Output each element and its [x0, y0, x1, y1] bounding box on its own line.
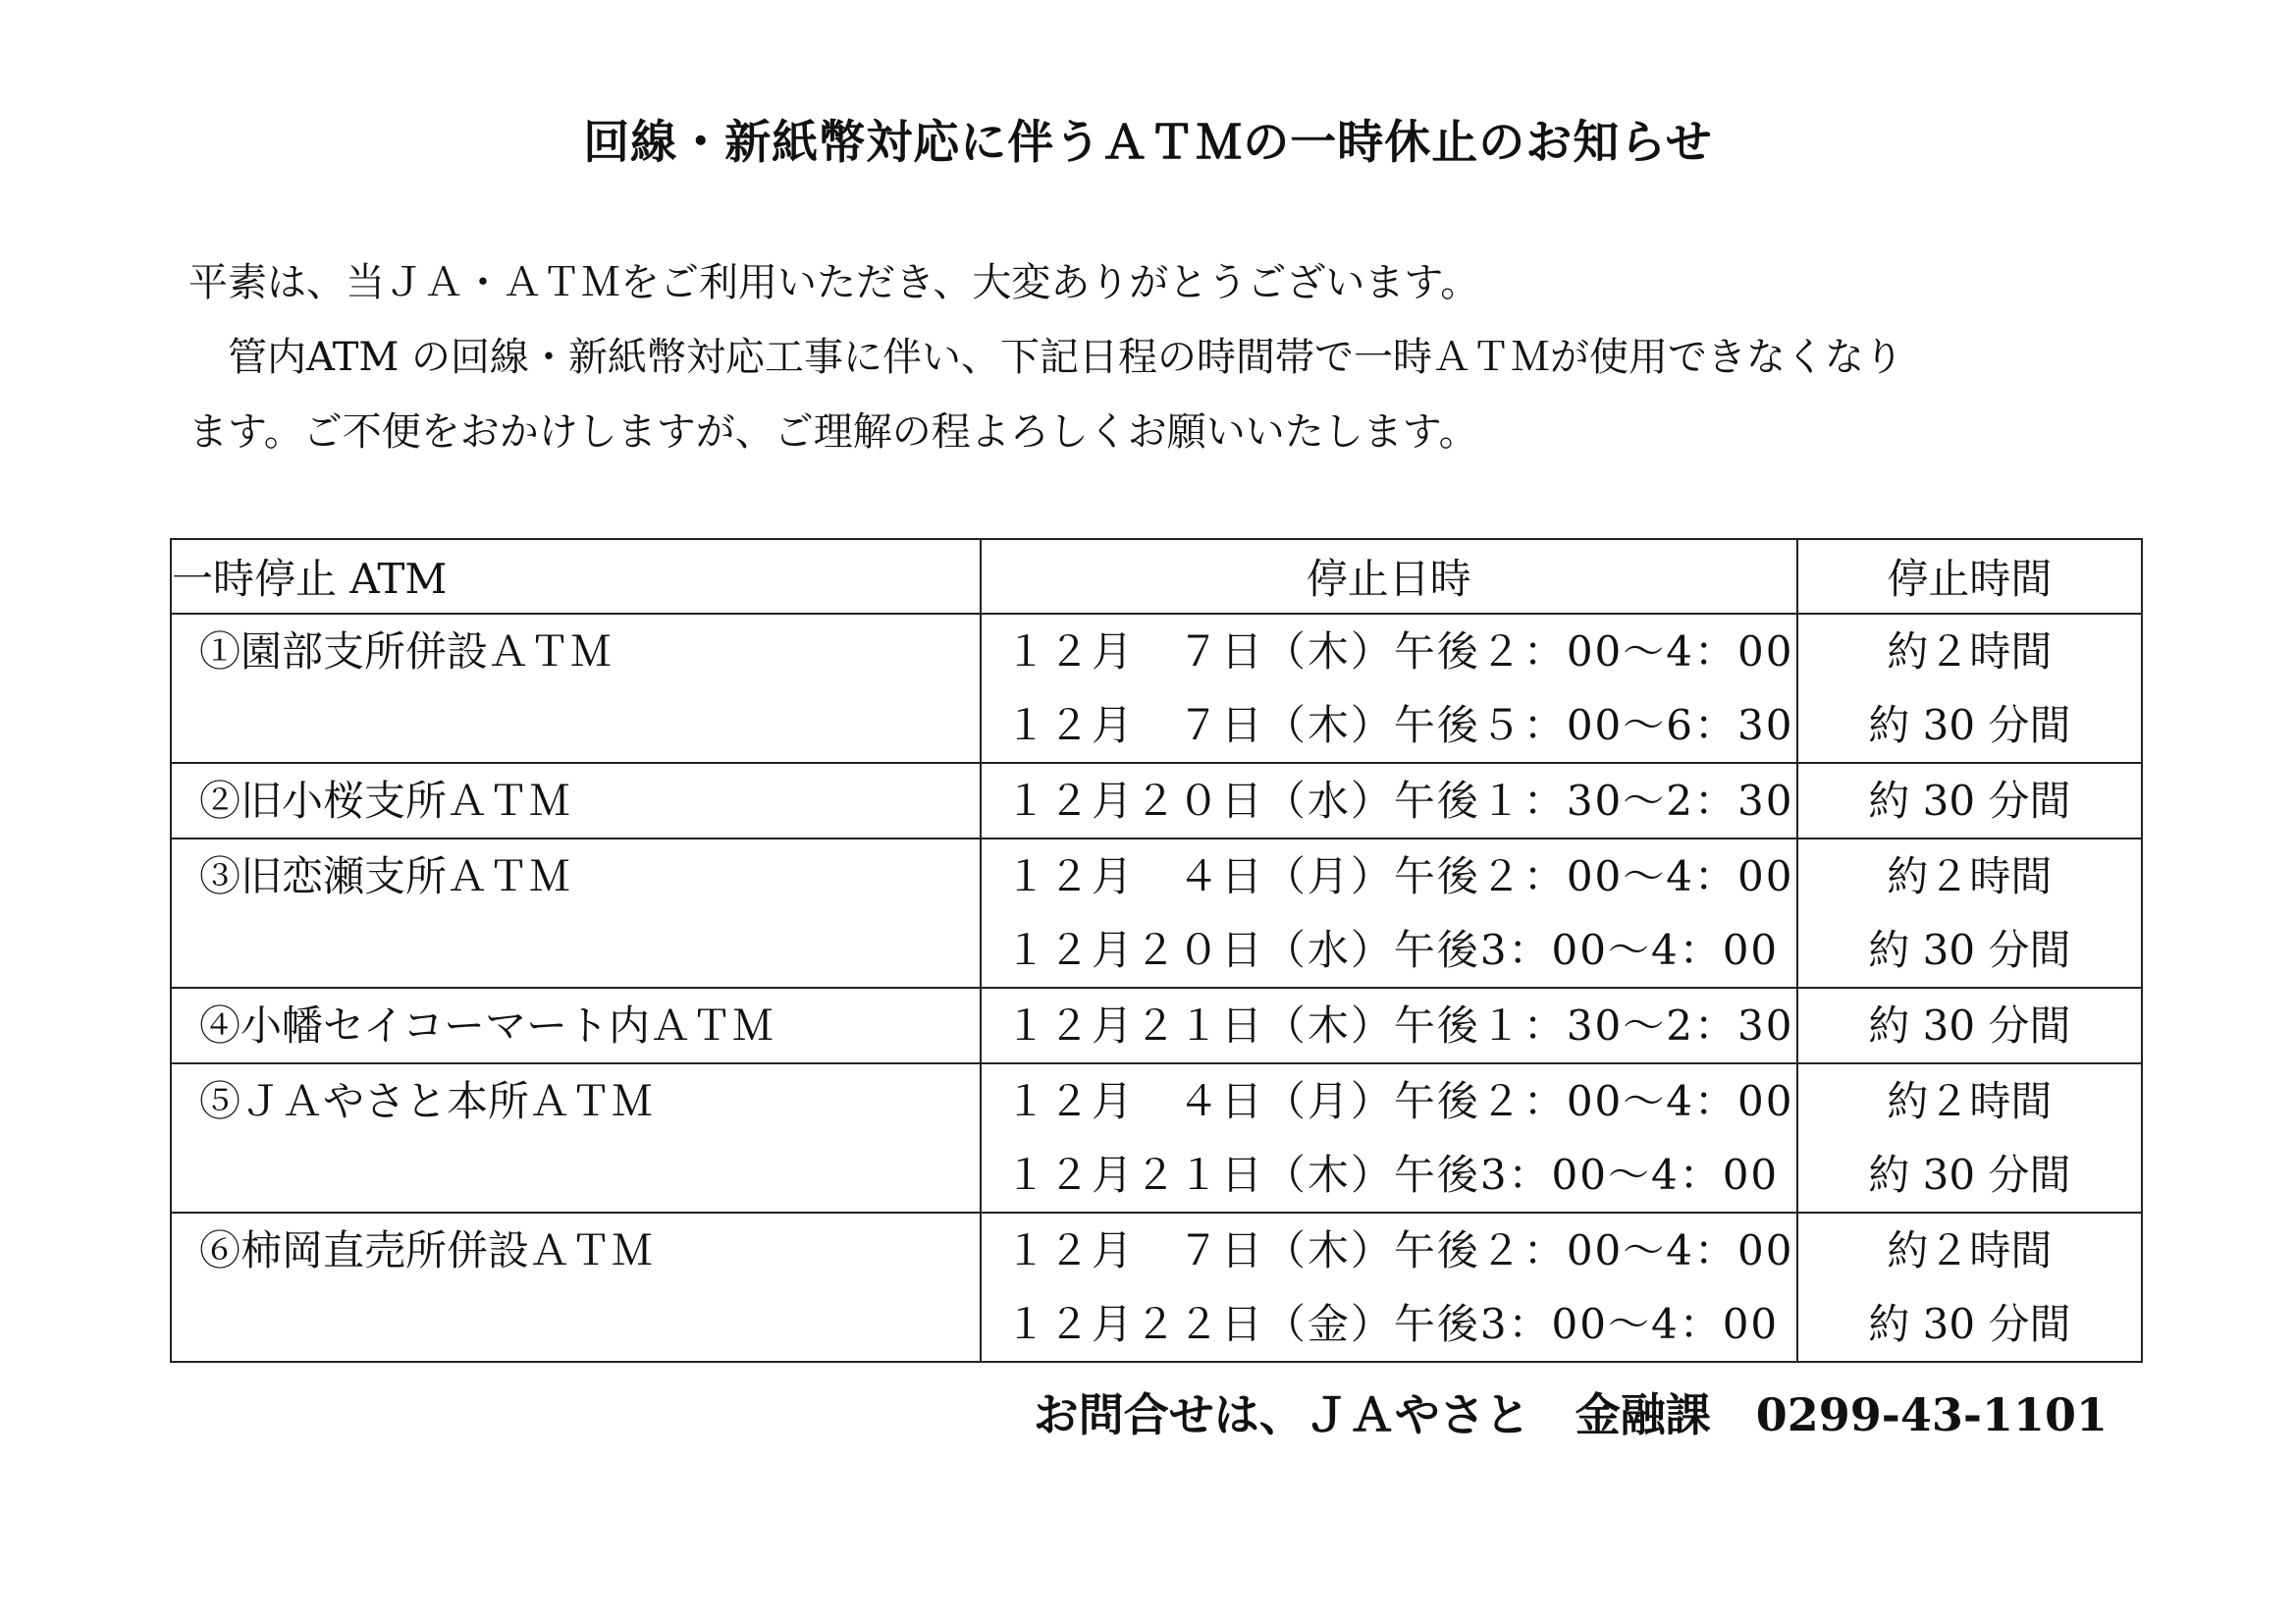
duration-entry: 約 30 分間 [1868, 1300, 2071, 1348]
notice-paragraph-line-2: ます。ご不便をおかけしますが、ご理解の程よろしくお願いいたします。 [188, 409, 1478, 455]
table-row [171, 839, 2142, 988]
datetime-entry: １２月 ７日（木）午後２：00～4：00 [1004, 1226, 1794, 1274]
datetime-cell [981, 1063, 1797, 1213]
duration-entry: 約 30 分間 [1868, 1001, 2071, 1050]
duration-cell [1797, 763, 2142, 839]
datetime-cell [981, 988, 1797, 1063]
notice-paragraph-line-1: 管内ATM の回線・新紙幣対応工事に伴い、下記日程の時間帯で一時ＡＴＭが使用できなくなり [228, 335, 1904, 380]
atm-name: ⑤ＪＡやさと本所ＡＴＭ [199, 1077, 654, 1125]
table-row [171, 614, 2142, 763]
datetime-cell [981, 1213, 1797, 1362]
duration-entry: 約 30 分間 [1868, 701, 2071, 749]
header-duration: 停止時間 [1797, 539, 2142, 614]
header-datetime: 停止日時 [981, 539, 1797, 614]
duration-entry: 約 30 分間 [1868, 926, 2071, 974]
datetime-cell [981, 839, 1797, 988]
atm-name: ⑥柿岡直売所併設ＡＴＭ [199, 1226, 654, 1274]
atm-cell [171, 614, 981, 763]
notice-paragraph [188, 320, 2142, 469]
table-row [171, 1213, 2142, 1362]
duration-cell [1797, 988, 2142, 1063]
atm-cell [171, 763, 981, 839]
table-row [171, 763, 2142, 839]
datetime-entry: １２月２１日（木）午後3：00～4：00 [1004, 1151, 1780, 1199]
duration-entry: 約 30 分間 [1868, 1151, 2071, 1199]
atm-name: ④小幡セイコーマート内ＡＴＭ [199, 1001, 774, 1050]
datetime-entry: １２月 ４日（月）午後２：00～4：00 [1004, 852, 1794, 900]
table-row [171, 1063, 2142, 1213]
atm-name: ③旧恋瀬支所ＡＴＭ [199, 852, 571, 900]
greeting-paragraph: 平素は、当ＪＡ・ＡＴＭをご利用いただき、大変ありがとうございます。 [188, 260, 1480, 305]
atm-cell [171, 988, 981, 1063]
datetime-cell [981, 614, 1797, 763]
datetime-entry: １２月 ７日（木）午後２：00～4：00 [1004, 627, 1794, 676]
duration-entry: 約２時間 [1887, 1077, 2053, 1125]
duration-cell [1797, 839, 2142, 988]
atm-name: ①園部支所併設ＡＴＭ [199, 627, 613, 676]
duration-entry: 約 30 分間 [1868, 777, 2071, 825]
datetime-cell [981, 763, 1797, 839]
duration-cell [1797, 614, 2142, 763]
suspension-schedule-table [170, 538, 2143, 1363]
duration-entry: 約２時間 [1887, 1226, 2053, 1274]
duration-cell [1797, 1063, 2142, 1213]
datetime-entry: １２月２２日（金）午後3：00～4：00 [1004, 1300, 1780, 1348]
atm-cell [171, 1213, 981, 1362]
notice-title: 回線・新紙幣対応に伴うＡＴＭの一時休止のお知らせ [583, 116, 1713, 170]
atm-cell [171, 1063, 981, 1213]
duration-cell [1797, 1213, 2142, 1362]
datetime-entry: １２月２０日（水）午後3：00～4：00 [1004, 926, 1780, 974]
atm-name: ②旧小桜支所ＡＴＭ [199, 777, 571, 825]
datetime-entry: １２月２１日（木）午後１：30～2：30 [1004, 1001, 1794, 1050]
duration-entry: 約２時間 [1887, 627, 2053, 676]
table-header-row [171, 539, 2142, 614]
table-row [171, 988, 2142, 1063]
datetime-entry: １２月 ４日（月）午後２：00～4：00 [1004, 1077, 1794, 1125]
header-atm: 一時停止 ATM [171, 539, 981, 614]
datetime-entry: １２月 ７日（木）午後５：00～6：30 [1004, 701, 1794, 749]
duration-entry: 約２時間 [1887, 852, 2053, 900]
atm-cell [171, 839, 981, 988]
contact-info: お問合せは、ＪＡやさと 金融課 0299-43-1101 [1033, 1388, 2108, 1441]
datetime-entry: １２月２０日（水）午後１：30～2：30 [1004, 777, 1794, 825]
